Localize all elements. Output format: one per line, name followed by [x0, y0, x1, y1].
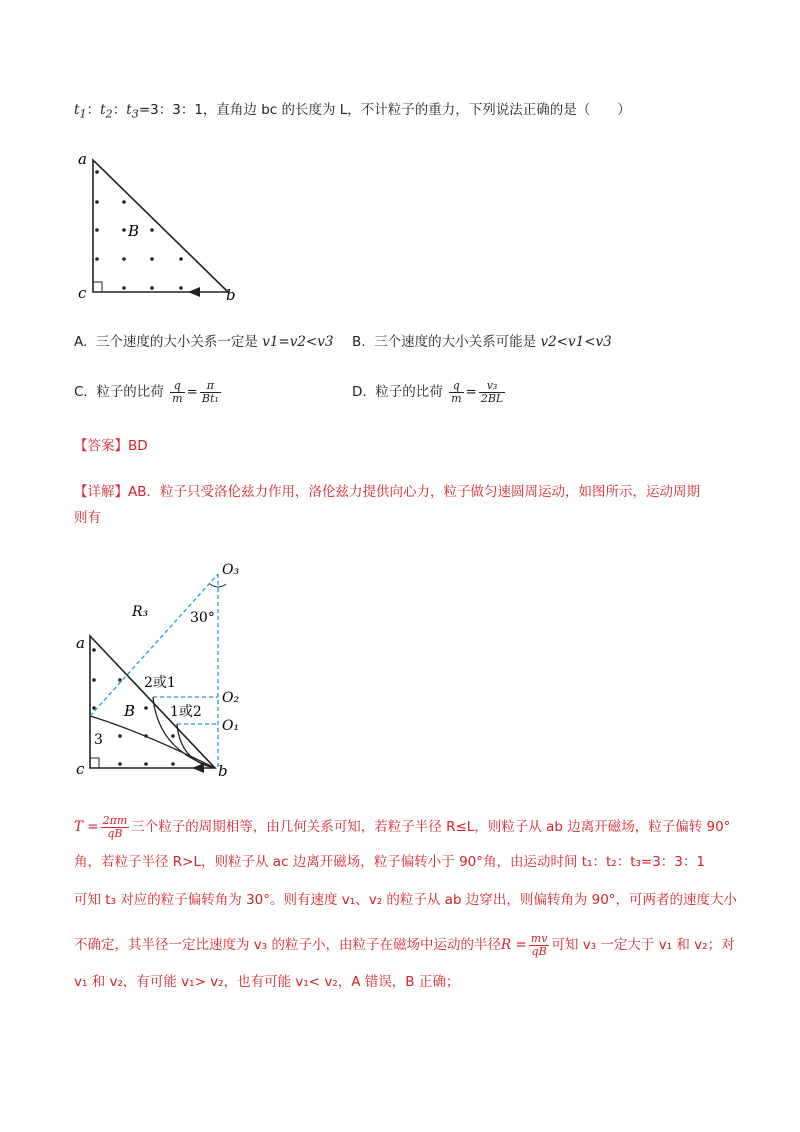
analysis-text-1: AB．粒子只受洛伦兹力作用，洛伦兹力提供向心力，粒子做匀速圆周运动，如图所示，运动周期: [128, 484, 700, 500]
formula-T: [101, 815, 130, 840]
option-c-text: 粒子的比荷: [96, 384, 164, 400]
label-2or1: 2或1: [144, 675, 176, 691]
label-O2: O₂: [222, 690, 240, 706]
analysis-line-5: 可知 t₃ 对应的粒子偏转角为 30°。则有速度 v₁、v₂ 的粒子从 ab 边穿出，则偏转角为 90°，可两者的速度大小: [74, 892, 738, 908]
formula-T-lhs: T =: [74, 819, 99, 835]
c-rden: Bt₁: [201, 391, 219, 405]
answer-label: 【答案】: [74, 438, 128, 454]
triangle-outline: [90, 636, 215, 768]
option-d-label: D.: [352, 384, 367, 400]
formula-R-lhs: R =: [500, 937, 527, 953]
answer: [74, 436, 148, 456]
analysis-line-7: v₁ 和 v₂，有可能 v₁> v₂，也有可能 v₁< v₂，A 错误，B 正确；: [74, 974, 460, 990]
label-c: c: [78, 284, 87, 302]
formula-R-den: qB: [531, 944, 547, 958]
formula-T-num: 2πm: [102, 813, 128, 827]
analysis-line-4: 角，若粒子半径 R>L，则粒子从 ac 边离开磁场，粒子偏转小于 90°角，由运动时间 t₁：t₂：t₃=3：3：1: [74, 854, 705, 870]
d-rden: 2BL: [480, 391, 504, 405]
d-eq: =: [465, 384, 477, 400]
formula-R-num: mv: [530, 931, 548, 945]
option-c-rhs: [200, 380, 221, 405]
label-b: b: [218, 762, 228, 780]
t2-symbol: $t_2$: [100, 102, 113, 121]
formula-R: [529, 933, 550, 958]
label-O3: O₃: [222, 562, 240, 578]
analysis-line-1: [74, 482, 700, 502]
t1-sub: 1: [79, 107, 87, 121]
option-c-label: C.: [74, 384, 88, 400]
answer-value: BD: [128, 438, 148, 454]
t1-symbol: $t_1$: [74, 102, 87, 121]
label-1or2: 1或2: [170, 704, 202, 720]
analysis-text-6a: 不确定，其半径一定比速度为 v₃ 的粒子小，由粒子在磁场中运动的半径: [74, 937, 501, 953]
c-den: m: [172, 391, 183, 405]
triangle-outline: [93, 160, 228, 292]
label-R3: R₃: [132, 604, 149, 620]
option-a: [74, 332, 333, 352]
formula-T-den: qB: [107, 826, 123, 840]
analysis-line-2: 则有: [74, 510, 101, 526]
label-c: c: [76, 760, 85, 778]
option-b-text: 三个速度的大小关系可能是: [374, 334, 537, 350]
construction-lines: [90, 574, 218, 768]
option-b: [352, 332, 612, 352]
label-B: B: [124, 702, 136, 720]
c-rnum: π: [200, 380, 221, 393]
label-30deg: 30°: [190, 610, 215, 626]
figure-1-triangle: [70, 148, 250, 308]
c-eq: =: [186, 384, 198, 400]
right-angle-mark: [90, 758, 99, 768]
question-stem: $t_1$：$t_2$：$t_3=3$：3：1，直角边 bc 的长度为 L，不计粒子的重力，下列说法正确的是（ ）: [74, 102, 631, 121]
ratio-values: =3：3：1，: [138, 102, 217, 118]
analysis-text-3: 三个粒子的周期相等，由几何关系可知，若粒子半径 R≤L，则粒子从 ab 边离开磁场，粒子偏转 90°: [131, 819, 731, 835]
analysis-label: 【详解】: [74, 484, 128, 500]
t3-sub: 3: [131, 107, 139, 121]
arrow-icon: [188, 287, 200, 297]
option-a-label: A.: [74, 334, 88, 350]
c-num: q: [170, 380, 184, 393]
option-d-text: 粒子的比荷: [375, 384, 443, 400]
t3-symbol: $t_3$: [126, 102, 139, 121]
analysis-text-6b: 可知 v₃ 一定大于 v₁ 和 v₂；对: [551, 937, 735, 953]
right-angle-mark: [93, 282, 102, 292]
t2-sub: 2: [105, 107, 113, 121]
analysis-line-3: [74, 812, 730, 842]
label-O1: O₁: [222, 718, 240, 734]
option-a-text: 三个速度的大小关系一定是: [95, 334, 258, 350]
arrow-icon: [192, 763, 204, 773]
option-c-lhs: [170, 380, 184, 405]
option-d-rhs: [479, 380, 505, 405]
option-b-label: B.: [352, 334, 366, 350]
label-3: 3: [94, 732, 103, 748]
d-den: m: [451, 391, 462, 405]
label-B: B: [128, 222, 140, 240]
d-rnum: v₃: [479, 380, 505, 393]
label-a: a: [78, 150, 87, 168]
label-b: b: [226, 286, 236, 304]
label-a: a: [76, 634, 85, 652]
option-b-expr: v2<v1<v3: [540, 334, 612, 350]
option-a-expr: v1=v2<v3: [262, 334, 334, 350]
stem-text: 直角边 bc 的长度为 L，不计粒子的重力，下列说法正确的是（ ）: [216, 102, 631, 118]
d-num: q: [449, 380, 463, 393]
figure-2-diagram: [70, 556, 260, 782]
option-d: [352, 378, 507, 406]
option-c: [74, 378, 223, 406]
option-d-lhs: [449, 380, 463, 405]
analysis-line-6: [74, 930, 735, 960]
